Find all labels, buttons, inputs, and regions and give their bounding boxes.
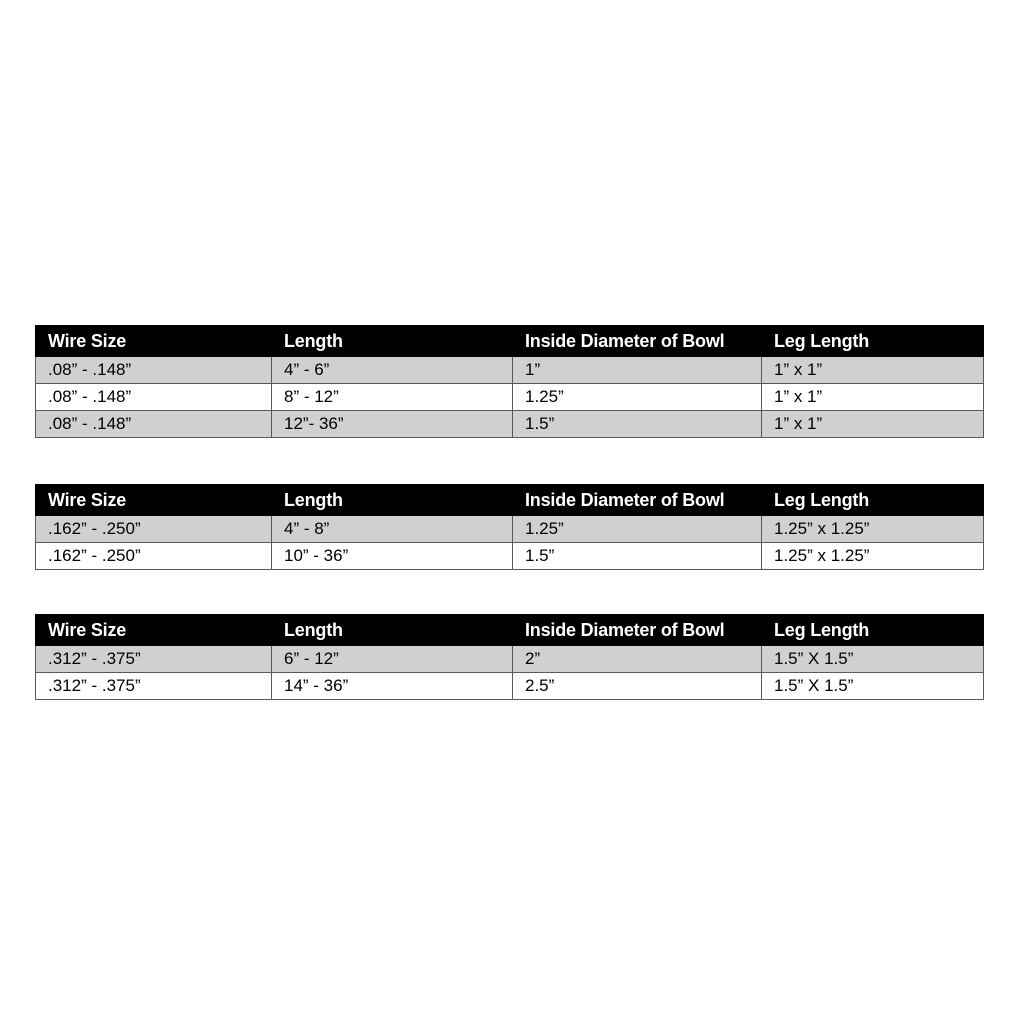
cell-leg-length: 1” x 1” bbox=[762, 357, 984, 384]
cell-length: 4” - 6” bbox=[272, 357, 513, 384]
cell-wire-size: .08” - .148” bbox=[36, 357, 272, 384]
spec-table-large-wire bbox=[35, 614, 984, 700]
header-inside-diameter: Inside Diameter of Bowl bbox=[513, 485, 762, 516]
cell-length: 4” - 8” bbox=[272, 516, 513, 543]
cell-inside-diameter: 1.25” bbox=[513, 384, 762, 411]
cell-inside-diameter: 2.5” bbox=[513, 673, 762, 700]
table-header-row bbox=[36, 326, 984, 357]
header-length: Length bbox=[272, 485, 513, 516]
cell-length: 14” - 36” bbox=[272, 673, 513, 700]
cell-leg-length: 1.5” X 1.5” bbox=[762, 673, 984, 700]
cell-wire-size: .312” - .375” bbox=[36, 673, 272, 700]
spec-table-small-wire bbox=[35, 325, 984, 438]
cell-inside-diameter: 2” bbox=[513, 646, 762, 673]
header-wire-size: Wire Size bbox=[36, 485, 272, 516]
cell-inside-diameter: 1” bbox=[513, 357, 762, 384]
header-leg-length: Leg Length bbox=[762, 485, 984, 516]
table-header-row bbox=[36, 615, 984, 646]
table-row bbox=[36, 543, 984, 570]
cell-wire-size: .312” - .375” bbox=[36, 646, 272, 673]
cell-leg-length: 1.5” X 1.5” bbox=[762, 646, 984, 673]
cell-inside-diameter: 1.5” bbox=[513, 411, 762, 438]
cell-inside-diameter: 1.25” bbox=[513, 516, 762, 543]
cell-leg-length: 1.25” x 1.25” bbox=[762, 543, 984, 570]
table-row bbox=[36, 646, 984, 673]
header-inside-diameter: Inside Diameter of Bowl bbox=[513, 615, 762, 646]
spec-table-medium-wire bbox=[35, 484, 984, 570]
cell-leg-length: 1” x 1” bbox=[762, 411, 984, 438]
header-wire-size: Wire Size bbox=[36, 615, 272, 646]
table-header-row bbox=[36, 485, 984, 516]
cell-leg-length: 1” x 1” bbox=[762, 384, 984, 411]
header-wire-size: Wire Size bbox=[36, 326, 272, 357]
header-length: Length bbox=[272, 326, 513, 357]
cell-length: 12”- 36” bbox=[272, 411, 513, 438]
cell-wire-size: .162” - .250” bbox=[36, 543, 272, 570]
table-row bbox=[36, 411, 984, 438]
header-length: Length bbox=[272, 615, 513, 646]
cell-length: 10” - 36” bbox=[272, 543, 513, 570]
cell-length: 8” - 12” bbox=[272, 384, 513, 411]
table-row bbox=[36, 384, 984, 411]
cell-wire-size: .08” - .148” bbox=[36, 411, 272, 438]
header-inside-diameter: Inside Diameter of Bowl bbox=[513, 326, 762, 357]
table-row bbox=[36, 673, 984, 700]
table-row bbox=[36, 516, 984, 543]
header-leg-length: Leg Length bbox=[762, 615, 984, 646]
table-row bbox=[36, 357, 984, 384]
cell-wire-size: .162” - .250” bbox=[36, 516, 272, 543]
cell-leg-length: 1.25” x 1.25” bbox=[762, 516, 984, 543]
cell-inside-diameter: 1.5” bbox=[513, 543, 762, 570]
cell-length: 6” - 12” bbox=[272, 646, 513, 673]
header-leg-length: Leg Length bbox=[762, 326, 984, 357]
cell-wire-size: .08” - .148” bbox=[36, 384, 272, 411]
